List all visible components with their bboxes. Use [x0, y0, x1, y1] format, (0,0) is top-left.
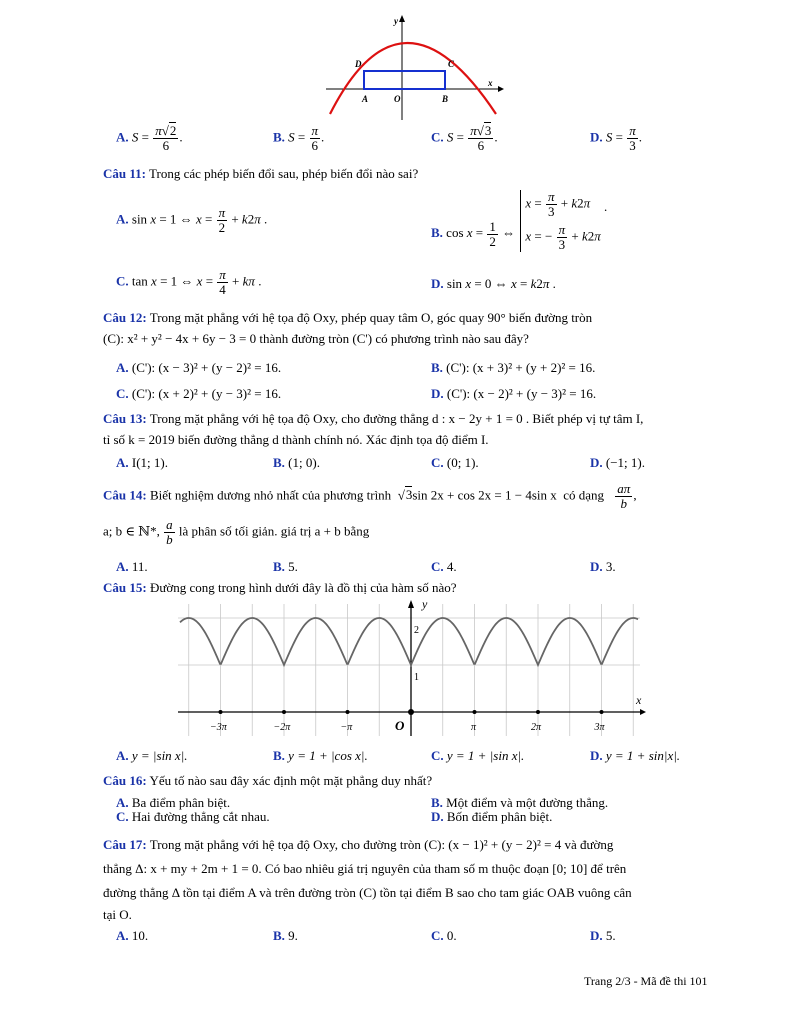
- q13-option-a[interactable]: [116, 455, 168, 471]
- q17-stem-line4: [103, 907, 132, 923]
- option-label: A.: [116, 360, 129, 375]
- question-text: Trong mặt phẳng với hệ tọa độ Oxy, phép quay tâm O, góc quay 90° biến đường tròn: [149, 310, 593, 325]
- y-tick-2: 2: [414, 625, 419, 636]
- q11-stem: [103, 166, 418, 182]
- option-label: B.: [431, 360, 443, 375]
- q11-option-c[interactable]: C. tan x = 1 ⇔ x = $\frac{\pi}{4}$ + kπ .: [116, 267, 262, 297]
- point-O-label: O: [394, 94, 401, 104]
- q13-option-c[interactable]: [431, 455, 479, 471]
- x-axis-label: x: [636, 693, 642, 707]
- q12-option-b[interactable]: [431, 360, 595, 376]
- q15-option-d[interactable]: [590, 748, 680, 764]
- question-text: Trong mặt phẳng với hệ tọa độ Oxy, cho đường tròn (C): (x − 1)² + (y − 2)² = 4 và đường: [149, 837, 614, 852]
- q14-option-c[interactable]: [431, 559, 457, 575]
- x-axis-arrow-icon: [640, 709, 646, 715]
- q12-stem-line1: [103, 310, 592, 326]
- option-value: 10.: [131, 928, 149, 943]
- x-tick-label: 2π: [531, 722, 542, 733]
- question-label: Câu 15:: [103, 580, 147, 595]
- q15-option-b[interactable]: [273, 748, 368, 764]
- figure-q10-rectangle: [364, 71, 445, 89]
- q16-stem: [103, 773, 432, 789]
- q13-option-b[interactable]: [273, 455, 320, 471]
- option-label: C.: [116, 809, 129, 824]
- question-label: Câu 17:: [103, 837, 147, 852]
- x-tick-label: −2π: [273, 722, 291, 733]
- option-label: A.: [116, 455, 129, 470]
- q12-option-c[interactable]: [116, 386, 281, 402]
- y-axis-arrow-icon: [408, 600, 414, 608]
- question-label: Câu 16:: [103, 773, 147, 788]
- option-value: 5.: [605, 928, 616, 943]
- option-label: B.: [431, 795, 443, 810]
- point-B-label: B: [442, 94, 449, 104]
- option-label: D.: [590, 748, 603, 763]
- option-value: (C'): (x + 2)² + (y − 3)² = 16.: [131, 386, 282, 401]
- option-value: (1; 0).: [288, 455, 320, 470]
- option-value: 4.: [446, 559, 457, 574]
- q10-option-b[interactable]: B. S = $\frac{\pi}{6}$ .: [273, 123, 325, 153]
- question-text: thành đường tròn (C') có phương trình nào sau đây?: [259, 331, 529, 346]
- option-label: A.: [116, 129, 129, 145]
- q10-option-c[interactable]: C. S = $\frac{\pi√3}{6}$ .: [431, 123, 498, 153]
- figure-q15-graph: [174, 596, 654, 740]
- x-tick-label: π: [471, 722, 477, 733]
- option-value: 11.: [131, 559, 148, 574]
- origin-point: [408, 709, 414, 715]
- option-value: 3.: [605, 559, 616, 574]
- option-value: (0; 1).: [446, 455, 479, 470]
- point-D-label: D: [355, 59, 362, 69]
- option-value: 0.: [446, 928, 457, 943]
- option-value: 9.: [288, 928, 298, 943]
- q17-stem-line3: [103, 885, 632, 901]
- option-label: D.: [431, 276, 444, 291]
- figure-q10-y-label: y: [394, 16, 398, 26]
- option-value: y = 1 + |cos x|.: [288, 748, 368, 763]
- q12-option-d[interactable]: [431, 386, 596, 402]
- q15-option-c[interactable]: [431, 748, 524, 764]
- option-label: D.: [590, 455, 603, 470]
- y-axis-label: y: [422, 597, 428, 611]
- q15-option-a[interactable]: [116, 748, 188, 764]
- q17-stem-line2: [103, 861, 626, 877]
- q13-option-d[interactable]: [590, 455, 645, 471]
- q16-option-d[interactable]: [431, 809, 552, 825]
- question-text: có dạng: [563, 487, 605, 503]
- option-label: B.: [273, 559, 285, 574]
- question-label: Câu 12:: [103, 310, 147, 325]
- q17-option-c[interactable]: [431, 928, 457, 944]
- q17-option-b[interactable]: [273, 928, 298, 944]
- x-tick-label: −3π: [210, 722, 227, 733]
- equation: sin 2x + cos 2x = 1 − 4sin x: [412, 487, 557, 503]
- option-value: Bốn điểm phân biệt.: [446, 809, 553, 824]
- point-A-label: A: [362, 94, 369, 104]
- q14-stem-line1: Câu 14: Biết nghiệm dương nhỏ nhất của phương trình √3sin 2x + cos 2x = 1 − 4sin x có dạng $\frac{a\pi}{b}$ ,: [103, 481, 637, 511]
- option-value: y = 1 + sin|x|.: [605, 748, 681, 763]
- question-text: Biết nghiệm dương nhỏ nhất của phương trình: [149, 487, 392, 503]
- option-label: D.: [431, 809, 444, 824]
- question-text: Trong mặt phẳng với hệ tọa độ Oxy, cho đường thẳng d : x − 2y + 1 = 0 . Biết phép vị tự tâm I,: [149, 411, 644, 426]
- condition-text: a; b ∈ ℕ*,: [103, 523, 160, 539]
- x-tick-label: O: [395, 718, 405, 733]
- option-label: B.: [273, 928, 285, 943]
- q14-option-d[interactable]: [590, 559, 616, 575]
- x-tick-label: 3π: [594, 722, 605, 733]
- option-value: 5.: [288, 559, 298, 574]
- option-label: B.: [273, 129, 285, 145]
- question-label: Câu 13:: [103, 411, 147, 426]
- point-C-label: C: [448, 59, 455, 69]
- option-label: A.: [116, 559, 129, 574]
- x-tick-mark: [219, 710, 223, 714]
- option-value: y = 1 + |sin x|.: [446, 748, 525, 763]
- option-value: Một điểm và một đường thẳng.: [446, 795, 609, 810]
- q11-option-d[interactable]: D. sin x = 0 ⇔ x = k2π .: [431, 276, 556, 291]
- q13-stem-line2: [103, 432, 489, 448]
- circle-equation: (C): x² + y² − 4x + 6y − 3 = 0: [103, 331, 257, 346]
- option-label: D.: [590, 559, 603, 574]
- option-label: A.: [116, 795, 129, 810]
- q17-stem-line1: [103, 837, 613, 853]
- q11-option-b[interactable]: B. cos x = $\frac{1}{2}$ ⇔ x = $\frac{\pi}{3}$ + k2π x = − $\frac{\pi}{3}$ + k2π .: [431, 189, 608, 252]
- question-text: Trong các phép biến đổi sau, phép biến đổi nào sai?: [149, 166, 419, 181]
- q14-option-a[interactable]: [116, 559, 148, 575]
- option-label: C.: [431, 748, 444, 763]
- grid: [178, 604, 640, 736]
- option-label: B.: [273, 455, 285, 470]
- q12-stem-line2: [103, 331, 529, 347]
- option-value: (C'): (x + 3)² + (y + 2)² = 16.: [446, 360, 596, 375]
- question-text: thẳng Δ: x + my + 2m + 1 = 0. Có bao nhiêu giá trị nguyên của tham số m thuộc đoạn [0; 10] để trên: [103, 861, 627, 876]
- figure-q10-x-label: x: [488, 78, 493, 88]
- question-text: tại O.: [103, 907, 132, 922]
- option-label: C.: [431, 455, 444, 470]
- question-text: Yếu tố nào sau đây xác định một mặt phẳng duy nhất?: [149, 773, 433, 788]
- q17-option-d[interactable]: [590, 928, 616, 944]
- option-label: C.: [431, 559, 444, 574]
- option-label: D.: [431, 386, 444, 401]
- option-label: C.: [116, 386, 129, 401]
- question-text: đường thẳng Δ tồn tại điểm A và trên đường tròn (C) tồn tại điểm B sao cho tam giác OAB vuông cân: [103, 885, 632, 900]
- option-label: A.: [116, 928, 129, 943]
- q15-stem: [103, 580, 457, 596]
- question-text: Đường cong trong hình dưới đây là đồ thị của hàm số nào?: [149, 580, 457, 595]
- option-value: (−1; 1).: [605, 455, 645, 470]
- q10-option-a[interactable]: A. S = $\frac{\pi√2}{6}$ .: [116, 123, 183, 153]
- question-label: Câu 14:: [103, 487, 147, 503]
- q14-option-b[interactable]: [273, 559, 298, 575]
- option-value: Hai đường thẳng cắt nhau.: [131, 809, 270, 824]
- q14-stem-line2: a; b ∈ ℕ*, $\frac{a}{b}$ là phân số tối giản. giá trị a + b bằng: [103, 517, 370, 547]
- q10-option-d[interactable]: D. S = $\frac{\pi}{3}$ .: [590, 123, 642, 153]
- option-value: I(1; 1).: [131, 455, 168, 470]
- question-label: Câu 11:: [103, 166, 146, 181]
- q16-option-c[interactable]: [116, 809, 270, 825]
- question-text: là phân số tối giản. giá trị a + b bằng: [178, 523, 370, 539]
- q11-option-a[interactable]: A. sin x = 1 ⇔ x = $\frac{\pi}{2}$ + k2π .: [116, 205, 268, 235]
- option-label: C.: [431, 928, 444, 943]
- x-tick-mark: [536, 710, 540, 714]
- graph-curve: [180, 618, 638, 665]
- option-label: A.: [116, 748, 129, 763]
- option-value: (C'): (x − 3)² + (y − 2)² = 16.: [131, 360, 282, 375]
- x-tick-mark: [346, 710, 350, 714]
- figure-q10-curve: [330, 43, 496, 114]
- option-value: Ba điểm phân biệt.: [131, 795, 231, 810]
- y-tick-1: 1: [414, 672, 419, 683]
- option-label: B.: [431, 225, 443, 241]
- q13-stem-line1: [103, 411, 643, 427]
- x-tick-mark: [282, 710, 286, 714]
- q12-option-a[interactable]: [116, 360, 281, 376]
- figure-q10: [318, 12, 508, 122]
- option-value: (C'): (x − 2)² + (y − 3)² = 16.: [446, 386, 597, 401]
- option-value: y = |sin x|.: [131, 748, 188, 763]
- option-label: C.: [116, 273, 129, 289]
- x-tick-mark: [473, 710, 477, 714]
- question-text: tỉ số k = 2019 biến đường thẳng d thành chính nó. Xác định tọa độ điểm I.: [103, 432, 489, 447]
- option-label: C.: [431, 129, 444, 145]
- page-footer: Trang 2/3 - Mã đề thi 101: [584, 974, 708, 988]
- x-tick-label: −π: [340, 722, 353, 733]
- option-label: D.: [590, 129, 603, 145]
- q17-option-a[interactable]: [116, 928, 148, 944]
- option-label: B.: [273, 748, 285, 763]
- x-tick-mark: [600, 710, 604, 714]
- option-label: A.: [116, 211, 129, 227]
- option-label: D.: [590, 928, 603, 943]
